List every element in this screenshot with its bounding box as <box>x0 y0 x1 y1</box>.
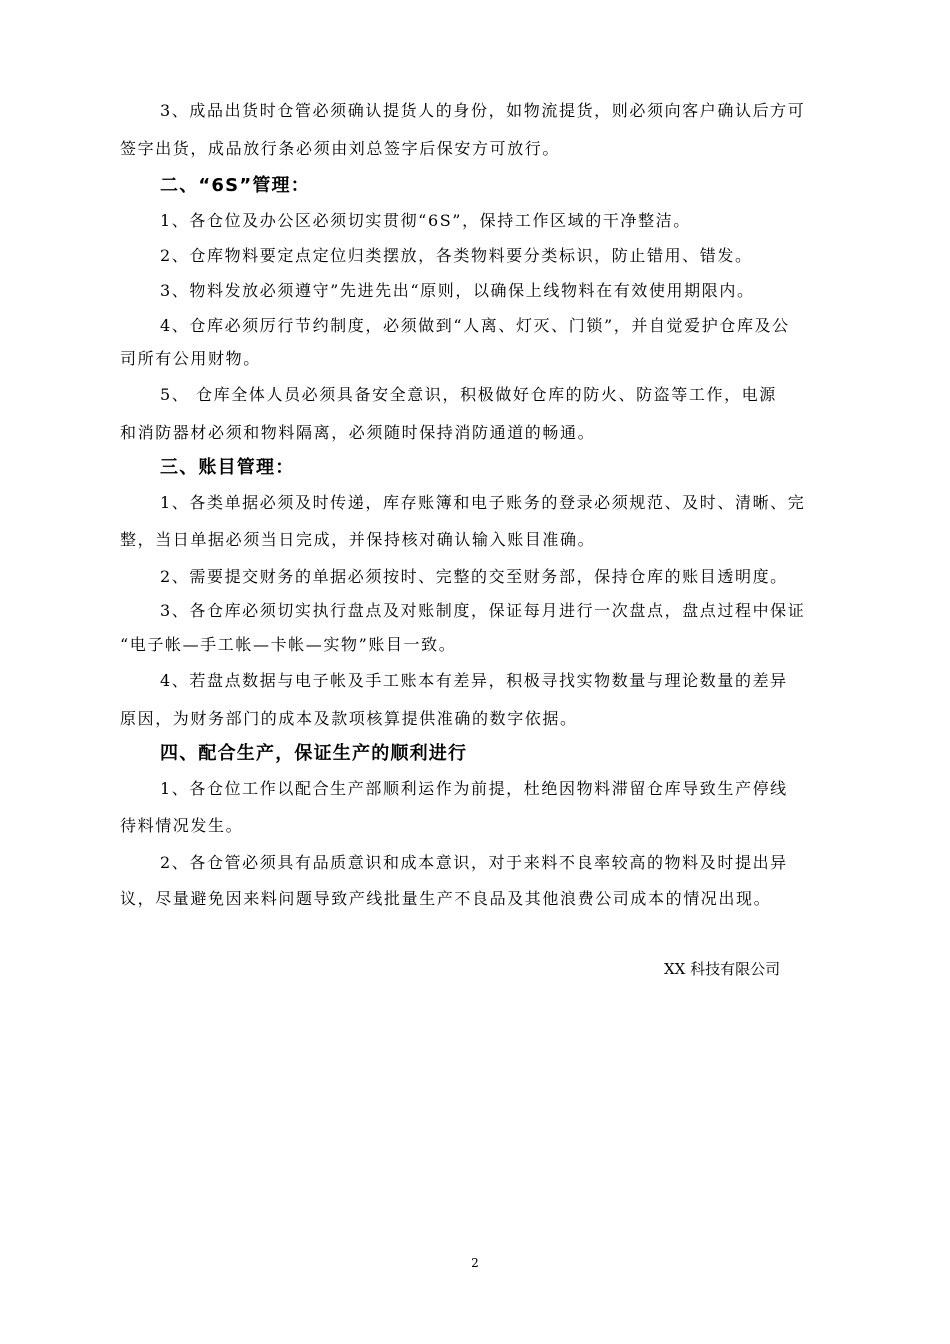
paragraph-line: 2、仓库物料要定点定位归类摆放，各类物料要分类标识，防止错用、错发。 <box>160 246 753 265</box>
paragraph-line: 4、仓库必须厉行节约制度，必须做到“人离、灯灭、门锁”，并自觉爱护仓库及公 <box>160 316 790 335</box>
paragraph-line: 3、成品出货时仓管必须确认提货人的身份，如物流提货，则必须向客户确认后方可 <box>160 101 806 120</box>
paragraph-line: “电子帐—手工帐—卡帐—实物”账目一致。 <box>120 635 457 654</box>
section-heading-accounts: 三、账目管理： <box>160 457 295 478</box>
paragraph-line: 3、物料发放必须遵守”先进先出“原则，以确保上线物料在有效使用期限内。 <box>160 281 755 300</box>
paragraph-line: 1、各仓位及办公区必须切实贯彻“6S”，保持工作区域的干净整洁。 <box>160 211 691 230</box>
paragraph-line: 4、若盘点数据与电子帐及手工账本有差异，积极寻找实物数量与理论数量的差异 <box>160 671 788 690</box>
paragraph-line: 5、 仓库全体人员必须具备安全意识，积极做好仓库的防火、防盗等工作，电源 <box>160 385 777 404</box>
paragraph-line: 整，当日单据必须当日完成，并保持核对确认输入账目准确。 <box>120 530 596 549</box>
section-heading-production: 四、配合生产，保证生产的顺利进行 <box>160 743 468 764</box>
paragraph-line: 2、各仓管必须具有品质意识和成本意识，对于来料不良率较高的物料及时提出异 <box>160 853 788 872</box>
page-number: 2 <box>471 1256 479 1270</box>
paragraph-line: 原因，为财务部门的成本及款项核算提供准确的数字依据。 <box>120 709 578 728</box>
paragraph-line: 待料情况发生。 <box>120 816 244 835</box>
paragraph-line: 和消防器材必须和物料隔离，必须随时保持消防通道的畅通。 <box>120 423 596 442</box>
paragraph-line: 签字出货，成品放行条必须由刘总签字后保安方可放行。 <box>120 139 561 158</box>
paragraph-line: 1、各仓位工作以配合生产部顺利运作为前提，杜绝因物料滞留仓库导致生产停线 <box>160 779 788 798</box>
section-heading-6s: 二、“6S”管理： <box>160 175 310 196</box>
paragraph-line: 议，尽量避免因来料问题导致产线批量生产不良品及其他浪费公司成本的情况出现。 <box>120 889 772 908</box>
paragraph-line: 司所有公用财物。 <box>120 349 261 368</box>
paragraph-line: 2、需要提交财务的单据必须按时、完整的交至财务部，保持仓库的账目透明度。 <box>160 567 788 586</box>
paragraph-line: 1、各类单据必须及时传递，库存账簿和电子账务的登录必须规范、及时、清晰、完 <box>160 493 806 512</box>
paragraph-line: 3、各仓库必须切实执行盘点及对账制度，保证每月进行一次盘点，盘点过程中保证 <box>160 601 806 620</box>
company-signature: XX 科技有限公司 <box>664 960 781 978</box>
